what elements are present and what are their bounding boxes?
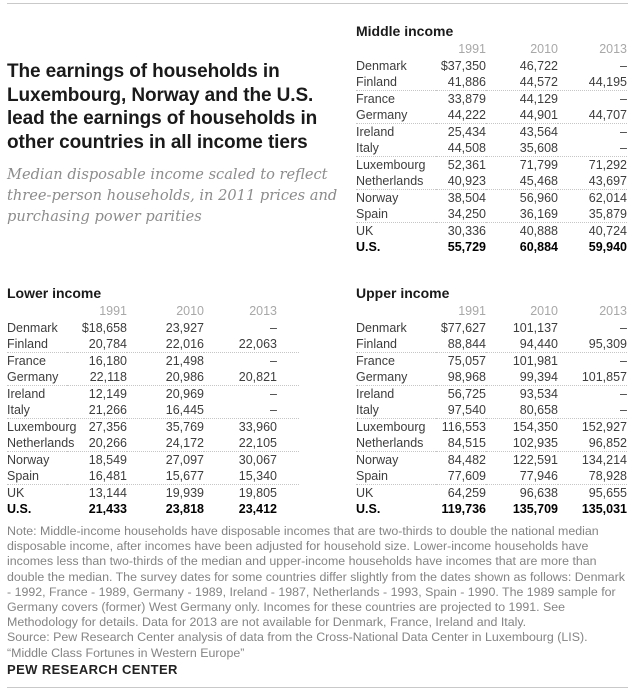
country-cell: Germany: [7, 369, 67, 386]
country-cell: Italy: [356, 402, 436, 419]
value-cell: 36,169: [486, 206, 558, 223]
value-cell: 75,057: [447, 354, 486, 368]
country-cell: Luxembourg: [7, 420, 77, 434]
value-cell: 98,968: [436, 369, 486, 386]
table-row: [7, 419, 299, 436]
value-cell: 64,259: [447, 486, 486, 500]
footnotes-block: [7, 524, 629, 661]
value-cell: –: [620, 92, 627, 106]
year-column-header: 1991: [99, 304, 127, 318]
value-cell: 23,412: [238, 502, 277, 516]
value-cell: 13,144: [88, 486, 127, 500]
table-row: [356, 107, 627, 124]
table-title: Lower income: [7, 285, 102, 301]
table-row: [356, 74, 627, 91]
table-row: [356, 173, 627, 190]
value-cell: 44,222: [436, 107, 486, 124]
value-cell: –: [204, 402, 299, 419]
country-cell: U.S.: [7, 502, 32, 516]
value-cell: 44,129: [519, 92, 558, 106]
corner-cell: [7, 303, 67, 320]
value-cell: 95,655: [588, 486, 627, 500]
table-upper-income: [356, 286, 627, 517]
income-table: [356, 303, 627, 517]
table-row: [356, 369, 627, 386]
header-row: [7, 303, 299, 320]
income-table: [356, 41, 627, 255]
value-cell: 101,981: [512, 354, 558, 368]
value-cell: 15,340: [204, 468, 299, 485]
year-column-header: 2010: [176, 304, 204, 318]
value-cell: 45,468: [486, 173, 558, 190]
year-column-header: 2013: [599, 42, 627, 56]
country-cell: Germany: [356, 369, 436, 386]
country-cell: Denmark: [7, 321, 58, 335]
value-cell: 71,799: [519, 158, 558, 172]
value-cell: –: [270, 321, 277, 335]
value-cell: 43,697: [558, 173, 627, 190]
value-cell: $37,350: [440, 59, 486, 73]
value-cell: $77,627: [440, 321, 486, 335]
table-row: [7, 369, 299, 386]
value-cell: 20,821: [204, 369, 299, 386]
value-cell: –: [620, 125, 627, 139]
country-cell: Ireland: [356, 387, 395, 401]
country-cell: France: [356, 92, 395, 106]
country-cell: Germany: [356, 107, 436, 124]
table-row: [7, 320, 299, 336]
year-column-header: 2013: [599, 304, 627, 318]
value-cell: 135,709: [512, 502, 558, 516]
table-row: [7, 435, 299, 452]
value-cell: 22,063: [204, 336, 299, 353]
value-cell: 20,266: [67, 435, 127, 452]
value-cell: 22,105: [204, 435, 299, 452]
value-cell: 102,935: [486, 435, 558, 452]
table-row: [7, 386, 299, 403]
value-cell: 119,736: [441, 502, 486, 516]
country-cell: France: [356, 354, 395, 368]
value-cell: 18,549: [88, 453, 127, 467]
table-title: Middle income: [356, 23, 454, 39]
value-cell: 101,137: [512, 321, 558, 335]
country-cell: Luxembourg: [356, 158, 426, 172]
value-cell: 21,433: [88, 502, 127, 516]
value-cell: 152,927: [581, 420, 627, 434]
value-cell: 99,394: [486, 369, 558, 386]
value-cell: 33,960: [238, 420, 277, 434]
country-cell: Norway: [7, 453, 50, 467]
value-cell: 134,214: [581, 453, 627, 467]
page-subtitle: Median disposable income scaled to reflect three-person households, in 2011 prices and purchasing power parities: [7, 166, 338, 225]
country-cell: Italy: [356, 140, 436, 157]
value-cell: 30,336: [447, 224, 486, 238]
value-cell: 27,097: [165, 453, 204, 467]
value-cell: 80,658: [486, 402, 558, 419]
year-column-header: 1991: [458, 42, 486, 56]
country-cell: UK: [356, 224, 374, 238]
table-row: [356, 223, 627, 240]
value-cell: 23,818: [165, 502, 204, 516]
value-cell: –: [270, 354, 277, 368]
country-cell: U.S.: [356, 240, 381, 254]
value-cell: 43,564: [519, 125, 558, 139]
year-column-header: 2010: [530, 42, 558, 56]
table-row: [356, 190, 627, 207]
value-cell: 44,508: [436, 140, 486, 157]
value-cell: –: [558, 402, 627, 419]
value-cell: 15,677: [127, 468, 204, 485]
value-cell: 22,118: [67, 369, 127, 386]
value-cell: 59,940: [588, 240, 627, 254]
value-cell: 93,534: [519, 387, 558, 401]
country-cell: Denmark: [356, 59, 407, 73]
value-cell: $18,658: [81, 321, 127, 335]
country-cell: Finland: [356, 336, 436, 353]
value-cell: 25,434: [447, 125, 486, 139]
country-cell: Ireland: [7, 387, 46, 401]
value-cell: 12,149: [88, 387, 127, 401]
value-cell: 122,591: [512, 453, 558, 467]
table-row: [356, 501, 627, 517]
value-cell: –: [620, 59, 627, 73]
value-cell: 27,356: [88, 420, 127, 434]
country-cell: Netherlands: [356, 173, 436, 190]
table-row: [356, 419, 627, 436]
table-row: [7, 501, 299, 517]
value-cell: 135,031: [581, 502, 627, 516]
corner-cell: [356, 41, 436, 58]
table-row: [356, 353, 627, 370]
table-row: [7, 353, 299, 370]
table-row: [356, 124, 627, 141]
country-cell: Finland: [356, 74, 436, 91]
country-cell: Netherlands: [7, 436, 75, 450]
table-row: [356, 140, 627, 157]
title-block: [7, 60, 341, 227]
value-cell: 19,805: [238, 486, 277, 500]
value-cell: 96,852: [558, 435, 627, 452]
table-row: [356, 386, 627, 403]
report-citation: “Middle Class Fortunes in Western Europe”: [7, 645, 245, 660]
value-cell: 21,266: [67, 402, 127, 419]
value-cell: 62,014: [588, 191, 627, 205]
table-row: [356, 336, 627, 353]
table-row: [7, 452, 299, 469]
country-cell: France: [7, 354, 46, 368]
value-cell: 154,350: [512, 420, 558, 434]
bottom-divider: [7, 687, 628, 688]
country-cell: Spain: [356, 206, 436, 223]
value-cell: 16,445: [127, 402, 204, 419]
value-cell: 24,172: [127, 435, 204, 452]
page-title: The earnings of households in Luxembourg, Norway and the U.S. lead the earnings of households in other countries in all income tiers: [7, 61, 318, 153]
year-column-header: 2010: [530, 304, 558, 318]
corner-cell: [356, 303, 436, 320]
value-cell: 34,250: [436, 206, 486, 223]
value-cell: –: [620, 321, 627, 335]
country-cell: Denmark: [356, 321, 407, 335]
value-cell: 35,879: [558, 206, 627, 223]
value-cell: 40,888: [519, 224, 558, 238]
value-cell: 77,609: [436, 468, 486, 485]
income-table: [7, 303, 299, 517]
value-cell: 35,769: [165, 420, 204, 434]
table-row: [356, 320, 627, 336]
country-cell: Norway: [356, 191, 399, 205]
table-row: [356, 206, 627, 223]
value-cell: 38,504: [447, 191, 486, 205]
value-cell: 55,729: [447, 240, 486, 254]
value-cell: 56,960: [519, 191, 558, 205]
value-cell: 23,927: [165, 321, 204, 335]
value-cell: 44,707: [558, 107, 627, 124]
value-cell: –: [620, 387, 627, 401]
value-cell: 94,440: [486, 336, 558, 353]
table-row: [356, 485, 627, 502]
value-cell: 88,844: [436, 336, 486, 353]
value-cell: 19,939: [165, 486, 204, 500]
table-row: [7, 485, 299, 502]
value-cell: 20,969: [165, 387, 204, 401]
source-text: Source: Pew Research Center analysis of data from the Cross-National Data Center in Luxembourg (LIS).: [7, 630, 588, 645]
country-cell: Ireland: [356, 125, 395, 139]
value-cell: 40,724: [588, 224, 627, 238]
table-row: [356, 91, 627, 108]
value-cell: 56,725: [447, 387, 486, 401]
value-cell: 44,195: [558, 74, 627, 91]
table-row: [356, 157, 627, 174]
value-cell: –: [558, 140, 627, 157]
value-cell: 41,886: [436, 74, 486, 91]
country-cell: UK: [7, 486, 25, 500]
table-row: [356, 402, 627, 419]
value-cell: 96,638: [519, 486, 558, 500]
value-cell: –: [270, 387, 277, 401]
value-cell: 20,784: [67, 336, 127, 353]
value-cell: 20,986: [127, 369, 204, 386]
value-cell: 97,540: [436, 402, 486, 419]
table-row: [7, 336, 299, 353]
country-cell: U.S.: [356, 502, 381, 516]
year-column-header: 2013: [249, 304, 277, 318]
value-cell: 44,572: [486, 74, 558, 91]
table-row: [7, 468, 299, 485]
country-cell: Finland: [7, 336, 67, 353]
value-cell: 22,016: [127, 336, 204, 353]
table-middle-income: [356, 24, 627, 255]
value-cell: 40,923: [436, 173, 486, 190]
table-row: [356, 58, 627, 74]
country-cell: Italy: [7, 402, 67, 419]
table-row: [356, 468, 627, 485]
value-cell: 16,180: [88, 354, 127, 368]
value-cell: 16,481: [67, 468, 127, 485]
value-cell: 52,361: [447, 158, 486, 172]
table-row: [356, 435, 627, 452]
value-cell: 21,498: [165, 354, 204, 368]
value-cell: 84,515: [436, 435, 486, 452]
value-cell: 95,309: [558, 336, 627, 353]
value-cell: –: [620, 354, 627, 368]
value-cell: 78,928: [558, 468, 627, 485]
value-cell: 46,722: [519, 59, 558, 73]
value-cell: 60,884: [519, 240, 558, 254]
country-cell: Luxembourg: [356, 420, 426, 434]
country-cell: Norway: [356, 453, 399, 467]
header-row: [356, 303, 627, 320]
table-row: [356, 239, 627, 255]
header-row: [356, 41, 627, 58]
value-cell: 71,292: [588, 158, 627, 172]
year-column-header: 1991: [458, 304, 486, 318]
value-cell: 116,553: [441, 420, 486, 434]
note-text: Note: Middle-income households have disposable incomes that are two-thirds to double the national median disposable income, after incomes have been adjusted for household size. Lower-income households have incomes less than two-thirds of the median and upper-income households have incomes that are more than double the median. The survey dates for some countries differ slightly from the dates shown as follows: Denmark - 1992, France - 1989, Germany - 1989, Ireland - 1987, Netherlands - 1993, Spain - 1990. The 1989 sample for Germany covers (former) West Germany only. Incomes for these countries are projected to 1991. See Methodology for details. Data for 2013 are not available for Denmark, France, Ireland and Italy.: [7, 524, 626, 630]
value-cell: 35,608: [486, 140, 558, 157]
country-cell: Netherlands: [356, 435, 436, 452]
brand-footer: PEW RESEARCH CENTER: [7, 662, 178, 677]
table-row: [356, 452, 627, 469]
value-cell: 101,857: [558, 369, 627, 386]
table-row: [7, 402, 299, 419]
table-lower-income: [7, 286, 299, 517]
table-title: Upper income: [356, 285, 450, 301]
country-cell: Spain: [7, 468, 67, 485]
value-cell: 77,946: [486, 468, 558, 485]
value-cell: 44,901: [486, 107, 558, 124]
country-cell: UK: [356, 486, 374, 500]
value-cell: 33,879: [447, 92, 486, 106]
country-cell: Spain: [356, 468, 436, 485]
value-cell: 84,482: [447, 453, 486, 467]
value-cell: 30,067: [238, 453, 277, 467]
top-divider: [7, 3, 628, 4]
